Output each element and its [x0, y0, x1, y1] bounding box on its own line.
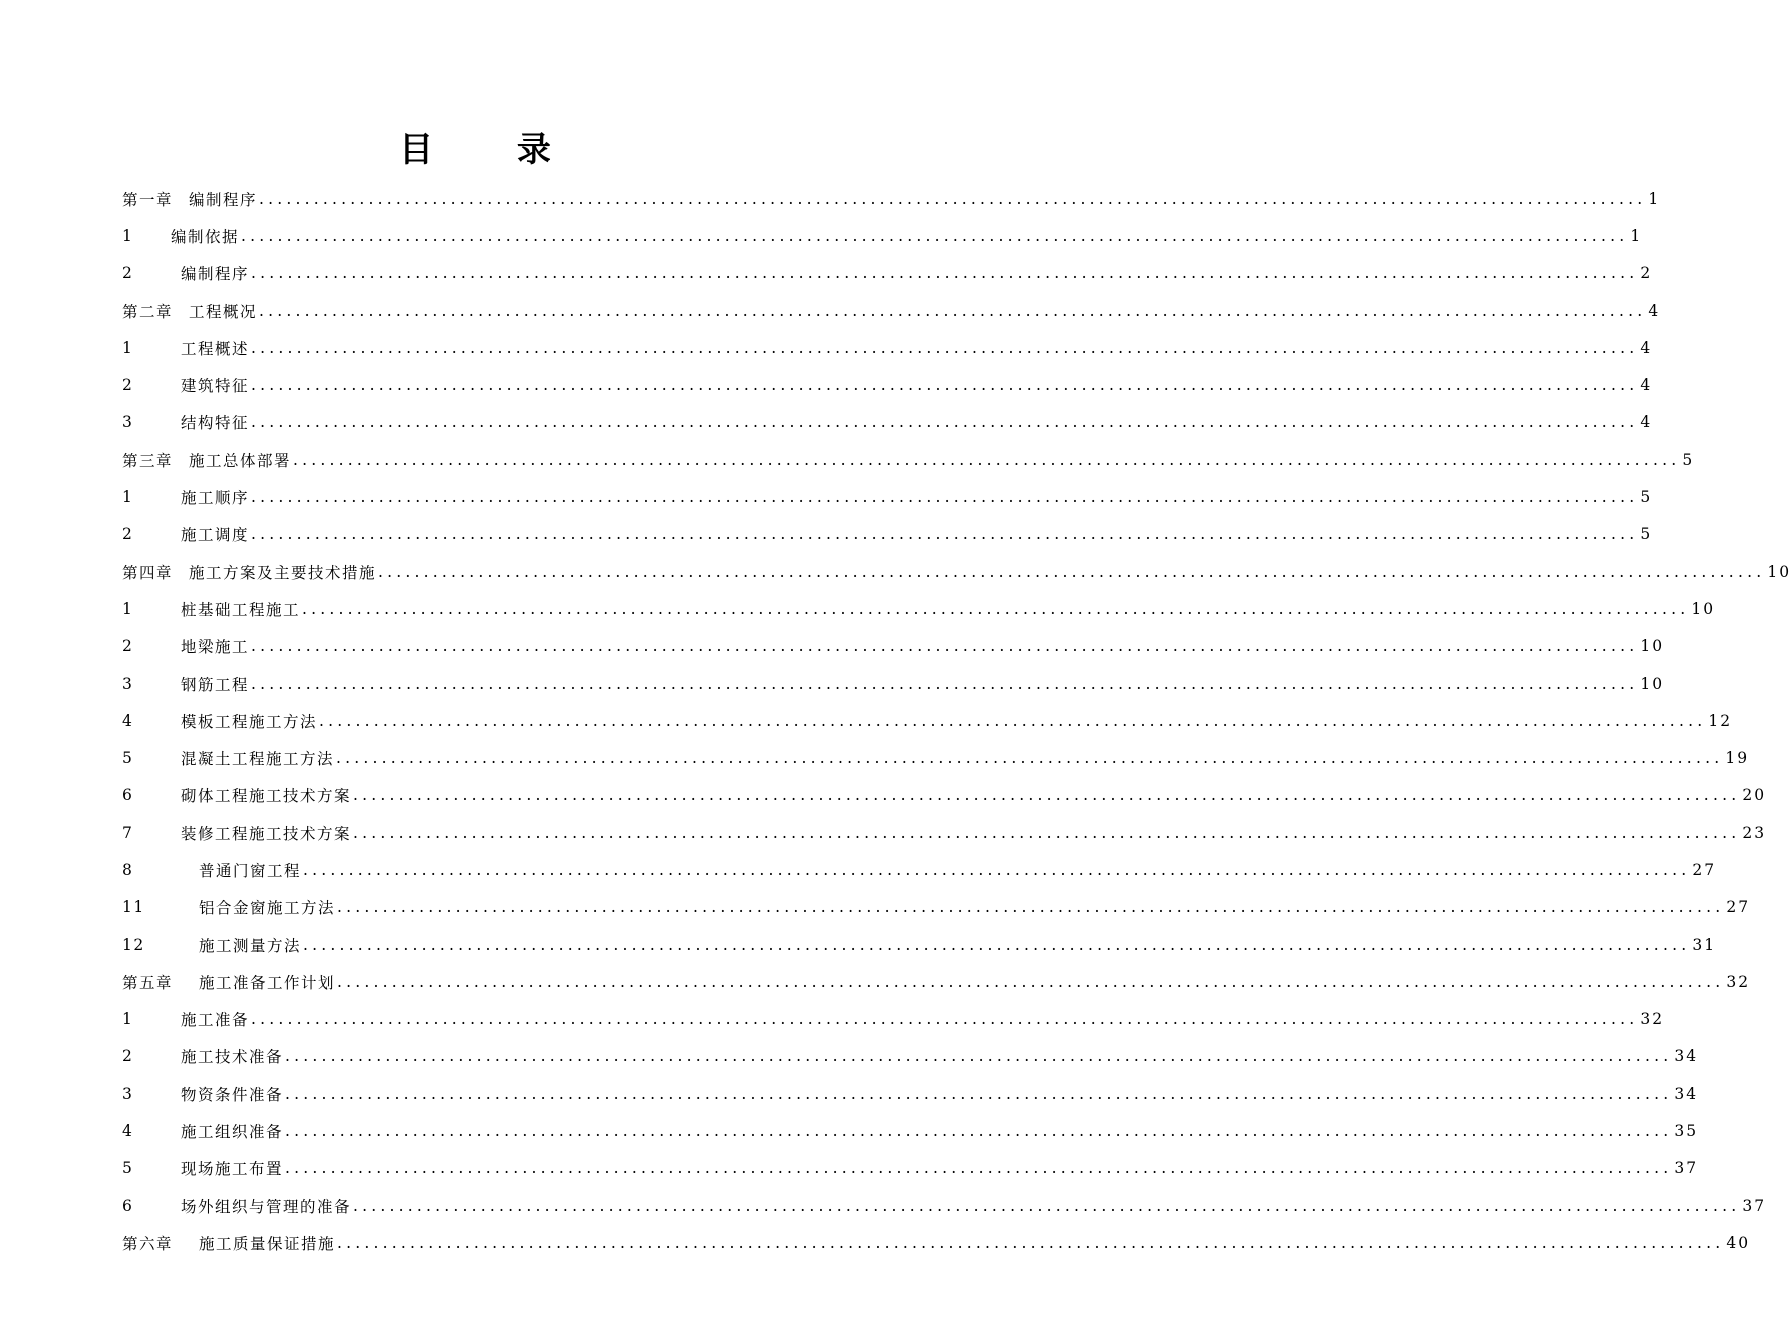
toc-page-number: 1: [1648, 189, 1661, 208]
toc-entry-title: 编制程序: [181, 265, 250, 284]
toc-entry-title: 编制程序: [189, 190, 258, 209]
toc-entry-number: 3: [122, 413, 134, 432]
toc-entry-title: 地梁施工: [181, 638, 250, 657]
toc-dot-leader: ........................................................................................................................................................: [251, 674, 1639, 693]
toc-entry-title: 桩基础工程施工: [181, 600, 301, 619]
toc-entry[interactable]: [122, 889, 1751, 926]
toc-dot-leader: ........................................................................................................................................................: [285, 1159, 1673, 1178]
toc-page-number: 10: [1691, 599, 1716, 618]
toc-entry-title: 物资条件准备: [181, 1085, 284, 1104]
toc-page-number: 5: [1640, 488, 1653, 507]
toc-page-number: 4: [1640, 376, 1653, 395]
toc-entry-number: 2: [122, 376, 134, 395]
toc-dot-leader: ........................................................................................................................................................: [251, 413, 1639, 432]
toc-entry[interactable]: [122, 516, 1653, 553]
toc-page-number: 35: [1674, 1122, 1699, 1141]
toc-entry-title: 施工准备: [181, 1011, 250, 1030]
toc-entry[interactable]: [122, 329, 1653, 366]
toc-dot-leader: ........................................................................................................................................................: [337, 972, 1725, 991]
toc-dot-leader: ........................................................................................................................................................: [336, 749, 1724, 768]
page-title: 目 录: [399, 130, 587, 170]
table-of-contents: [122, 180, 1791, 1262]
toc-dot-leader: ........................................................................................................................................................: [251, 1010, 1639, 1029]
toc-entry-number: 5: [122, 749, 134, 768]
toc-dot-leader: ........................................................................................................................................................: [293, 450, 1681, 469]
toc-entry[interactable]: [122, 1187, 1767, 1224]
toc-entry-title: 施工准备工作计划: [199, 973, 336, 992]
toc-page-number: 27: [1726, 898, 1751, 917]
toc-entry-title: 钢筋工程: [181, 675, 250, 694]
toc-entry[interactable]: [122, 1038, 1699, 1075]
toc-entry[interactable]: [122, 739, 1750, 776]
toc-page-number: 5: [1682, 450, 1695, 469]
toc-entry-title: 建筑特征: [181, 377, 250, 396]
toc-entry-title: 混凝土工程施工方法: [181, 750, 335, 769]
toc-entry-title: 现场施工布置: [181, 1160, 284, 1179]
toc-entry-number: 第二章: [122, 302, 174, 321]
toc-entry-number: 12: [122, 935, 145, 954]
toc-dot-leader: ........................................................................................................................................................: [241, 226, 1629, 245]
toc-dot-leader: ........................................................................................................................................................: [353, 1196, 1741, 1215]
toc-entry-number: 4: [122, 711, 134, 730]
toc-page-number: 5: [1640, 525, 1653, 544]
toc-dot-leader: ........................................................................................................................................................: [353, 823, 1741, 842]
toc-page-number: 27: [1692, 860, 1717, 879]
toc-entry-title: 铝合金窗施工方法: [199, 899, 336, 918]
toc-entry[interactable]: [122, 628, 1665, 665]
toc-entry-title: 施工质量保证措施: [199, 1234, 336, 1253]
toc-entry-number: 3: [122, 1084, 134, 1103]
toc-entry-number: 第六章: [122, 1234, 174, 1253]
toc-dot-leader: ........................................................................................................................................................: [303, 935, 1691, 954]
toc-entry-number: 2: [122, 525, 134, 544]
toc-entry[interactable]: [122, 665, 1665, 702]
toc-entry-number: 1: [122, 488, 134, 507]
toc-entry-number: 2: [122, 637, 134, 656]
toc-entry-number: 8: [122, 860, 134, 879]
toc-page-number: 4: [1640, 413, 1653, 432]
toc-entry-number: 11: [122, 898, 145, 917]
toc-entry[interactable]: [122, 217, 1643, 254]
toc-dot-leader: ........................................................................................................................................................: [303, 860, 1691, 879]
toc-entry[interactable]: [122, 814, 1767, 851]
toc-entry-title: 施工方案及主要技术措施: [189, 563, 377, 582]
toc-entry-number: 6: [122, 1196, 134, 1215]
toc-dot-leader: ........................................................................................................................................................: [285, 1084, 1673, 1103]
toc-entry-title: 结构特征: [181, 414, 250, 433]
toc-entry-number: 3: [122, 674, 134, 693]
toc-dot-leader: ........................................................................................................................................................: [285, 1122, 1673, 1141]
toc-dot-leader: ........................................................................................................................................................: [251, 525, 1639, 544]
toc-entry[interactable]: [122, 1112, 1699, 1149]
toc-dot-leader: ........................................................................................................................................................: [302, 599, 1690, 618]
toc-entry-number: 第五章: [122, 973, 174, 992]
toc-page-number: 2: [1640, 264, 1653, 283]
toc-dot-leader: ........................................................................................................................................................: [337, 1233, 1725, 1252]
toc-entry-number: 1: [122, 1010, 134, 1029]
toc-entry-title: 编制依据: [171, 227, 240, 246]
toc-entry[interactable]: [122, 851, 1717, 888]
toc-entry-number: 5: [122, 1159, 134, 1178]
toc-entry[interactable]: [122, 180, 1661, 217]
toc-page-number: 31: [1692, 935, 1717, 954]
toc-entry-number: 第一章: [122, 190, 174, 209]
toc-entry-title: 施工组织准备: [181, 1123, 284, 1142]
toc-entry[interactable]: [122, 702, 1733, 739]
toc-entry[interactable]: [122, 1150, 1699, 1187]
toc-entry-title: 施工顺序: [181, 489, 250, 508]
toc-page-number: 20: [1742, 786, 1767, 805]
toc-entry-number: 第四章: [122, 563, 174, 582]
toc-entry[interactable]: [122, 292, 1661, 329]
toc-entry[interactable]: [122, 441, 1695, 478]
toc-entry[interactable]: [122, 255, 1653, 292]
toc-entry[interactable]: [122, 777, 1767, 814]
toc-dot-leader: ........................................................................................................................................................: [251, 338, 1639, 357]
toc-page-number: 12: [1708, 711, 1733, 730]
toc-entry[interactable]: [122, 553, 1791, 590]
toc-entry[interactable]: [122, 404, 1653, 441]
toc-page-number: 1: [1630, 226, 1643, 245]
toc-page-number: 23: [1742, 823, 1767, 842]
toc-dot-leader: ........................................................................................................................................................: [319, 711, 1707, 730]
toc-entry[interactable]: [122, 366, 1653, 403]
toc-page-number: 4: [1648, 301, 1661, 320]
toc-entry-title: 模板工程施工方法: [181, 712, 318, 731]
toc-entry[interactable]: [122, 590, 1716, 627]
toc-page-number: 37: [1742, 1196, 1767, 1215]
toc-entry-title: 施工调度: [181, 526, 250, 545]
toc-entry-title: 工程概述: [181, 339, 250, 358]
toc-page-number: 10: [1640, 637, 1665, 656]
toc-entry-number: 1: [122, 338, 134, 357]
toc-dot-leader: ........................................................................................................................................................: [353, 786, 1741, 805]
toc-dot-leader: ........................................................................................................................................................: [251, 376, 1639, 395]
toc-entry-number: 2: [122, 264, 134, 283]
toc-entry-title: 普通门窗工程: [199, 861, 302, 880]
toc-entry[interactable]: [122, 1075, 1699, 1112]
toc-entry-title: 施工总体部署: [189, 451, 292, 470]
toc-page-number: 10: [1767, 562, 1791, 581]
toc-entry-number: 6: [122, 786, 134, 805]
toc-entry-title: 场外组织与管理的准备: [181, 1197, 352, 1216]
toc-dot-leader: ........................................................................................................................................................: [251, 488, 1639, 507]
toc-dot-leader: ........................................................................................................................................................: [251, 264, 1639, 283]
toc-dot-leader: ........................................................................................................................................................: [337, 898, 1725, 917]
toc-page-number: 32: [1640, 1010, 1665, 1029]
toc-entry-title: 装修工程施工技术方案: [181, 824, 352, 843]
toc-entry-number: 第三章: [122, 451, 174, 470]
toc-entry[interactable]: [122, 963, 1751, 1000]
toc-entry-title: 砌体工程施工技术方案: [181, 787, 352, 806]
toc-entry-title: 工程概况: [189, 302, 258, 321]
toc-page-number: 4: [1640, 338, 1653, 357]
toc-entry[interactable]: [122, 478, 1653, 515]
toc-entry-number: 4: [122, 1122, 134, 1141]
toc-page-number: 40: [1726, 1233, 1751, 1252]
toc-entry-number: 7: [122, 823, 134, 842]
toc-dot-leader: ........................................................................................................................................................: [378, 562, 1766, 581]
toc-entry[interactable]: [122, 1001, 1665, 1038]
toc-dot-leader: ........................................................................................................................................................: [251, 637, 1639, 656]
toc-dot-leader: ........................................................................................................................................................: [259, 301, 1647, 320]
toc-page-number: 32: [1726, 972, 1751, 991]
toc-entry-title: 施工技术准备: [181, 1048, 284, 1067]
toc-page-number: 19: [1725, 749, 1750, 768]
toc-entry[interactable]: [122, 926, 1717, 963]
toc-entry-number: 1: [122, 226, 134, 245]
toc-page-number: 34: [1674, 1084, 1699, 1103]
toc-entry-title: 施工测量方法: [199, 936, 302, 955]
toc-page-number: 34: [1674, 1047, 1699, 1066]
toc-dot-leader: ........................................................................................................................................................: [285, 1047, 1673, 1066]
toc-dot-leader: ........................................................................................................................................................: [259, 189, 1647, 208]
toc-entry-number: 2: [122, 1047, 134, 1066]
toc-page-number: 10: [1640, 674, 1665, 693]
toc-entry[interactable]: [122, 1224, 1751, 1261]
toc-page-number: 37: [1674, 1159, 1699, 1178]
toc-entry-number: 1: [122, 599, 134, 618]
